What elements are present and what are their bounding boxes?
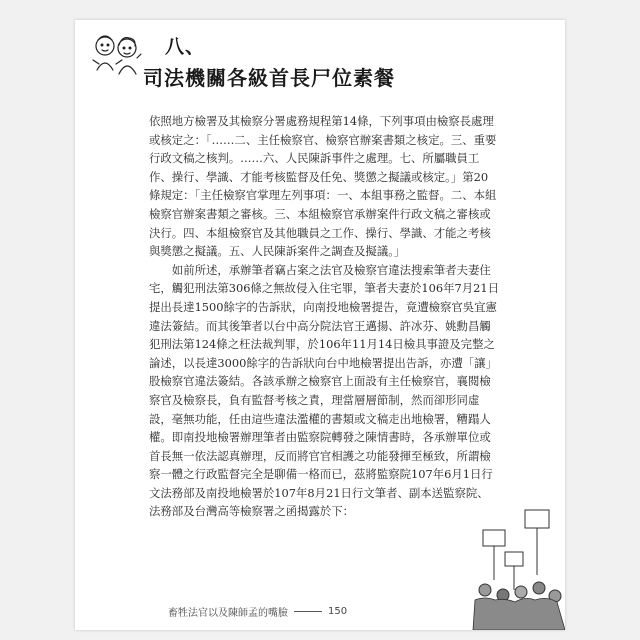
body-paragraph: 如前所述，承辦筆者竊占案之法官及檢察官違法搜索筆者夫妻住宅，觸犯刑法第306條之無故侵入住宅罪，筆者夫妻於106年7月21日提出長達1500餘字的告訴狀，向南投地檢署提告，竟遭檢察官吳宜憲違法簽結。而其後筆者以台中高分院法官王邁揚、許冰芬、姚勳昌觸犯刑法第124條之枉法裁判罪，於106年11月14日檢具事證及完整之論述，以長達3000餘字的告訴狀向台中地檢署提出告訴，亦遭「讓」股檢察官違法簽結。各該承辦之檢察官上面設有主任檢察官，襄閱檢察官及檢察長，負有監督考核之責，理當層層節制，然而卻形同虛設，毫無功能，任由這些違法濫權的書類或文稿走出地檢署，糟蹋人權。即南投地檢署辦理筆者由監察院轉發之陳情書時，各承辦單位或首長無一依法認真辦理，反而將官官相護之功能發揮至極致，所謂檢察一體之行政監督完全是聊備一格而已，茲將監察院107年6月1日行文法務部及南投地檢署於107年8月21日行文筆者、副本送監察院、法務部及台灣高等檢察署之函揭露於下： [149,262,499,519]
quote-paragraph: 依照地方檢署及其檢察分署處務規程第14條，下列事項由檢察長處理或核定之：「……二、主任檢察官、檢察官辦案書類之核定。三、重要行政文稿之核判。……六、人民陳訴事件之處理。七、所屬職員工作、操行、學識、才能考核監督及任免、獎懲之擬議或核定。」第20條規定：「主任檢察官掌理左列事項：一、本組事務之監督。二、本組檢察官辦案書類之審核。三、本組檢察官承辦案件行政文稿之審核或決行。四、本組檢察官及其他職員之工作、操行、學識、才能之考核與獎懲之擬議。五、人民陳訴案件之調查及擬議。」 [149,114,497,259]
running-title: 畜牲法官以及陳師孟的嘴臉 [168,608,288,619]
protest-crowd-illustration [465,500,565,630]
chapter-title: 司法機關各級首長尸位素餐 [143,66,395,90]
chapter-number: 八、 [165,36,206,58]
book-page [75,20,565,630]
running-footer [168,604,347,619]
quoted-regulation [149,112,499,261]
body-text [149,112,499,521]
page-number: 150 [328,606,348,617]
footer-rule [294,611,322,612]
cartoon-people-icon [89,30,145,88]
